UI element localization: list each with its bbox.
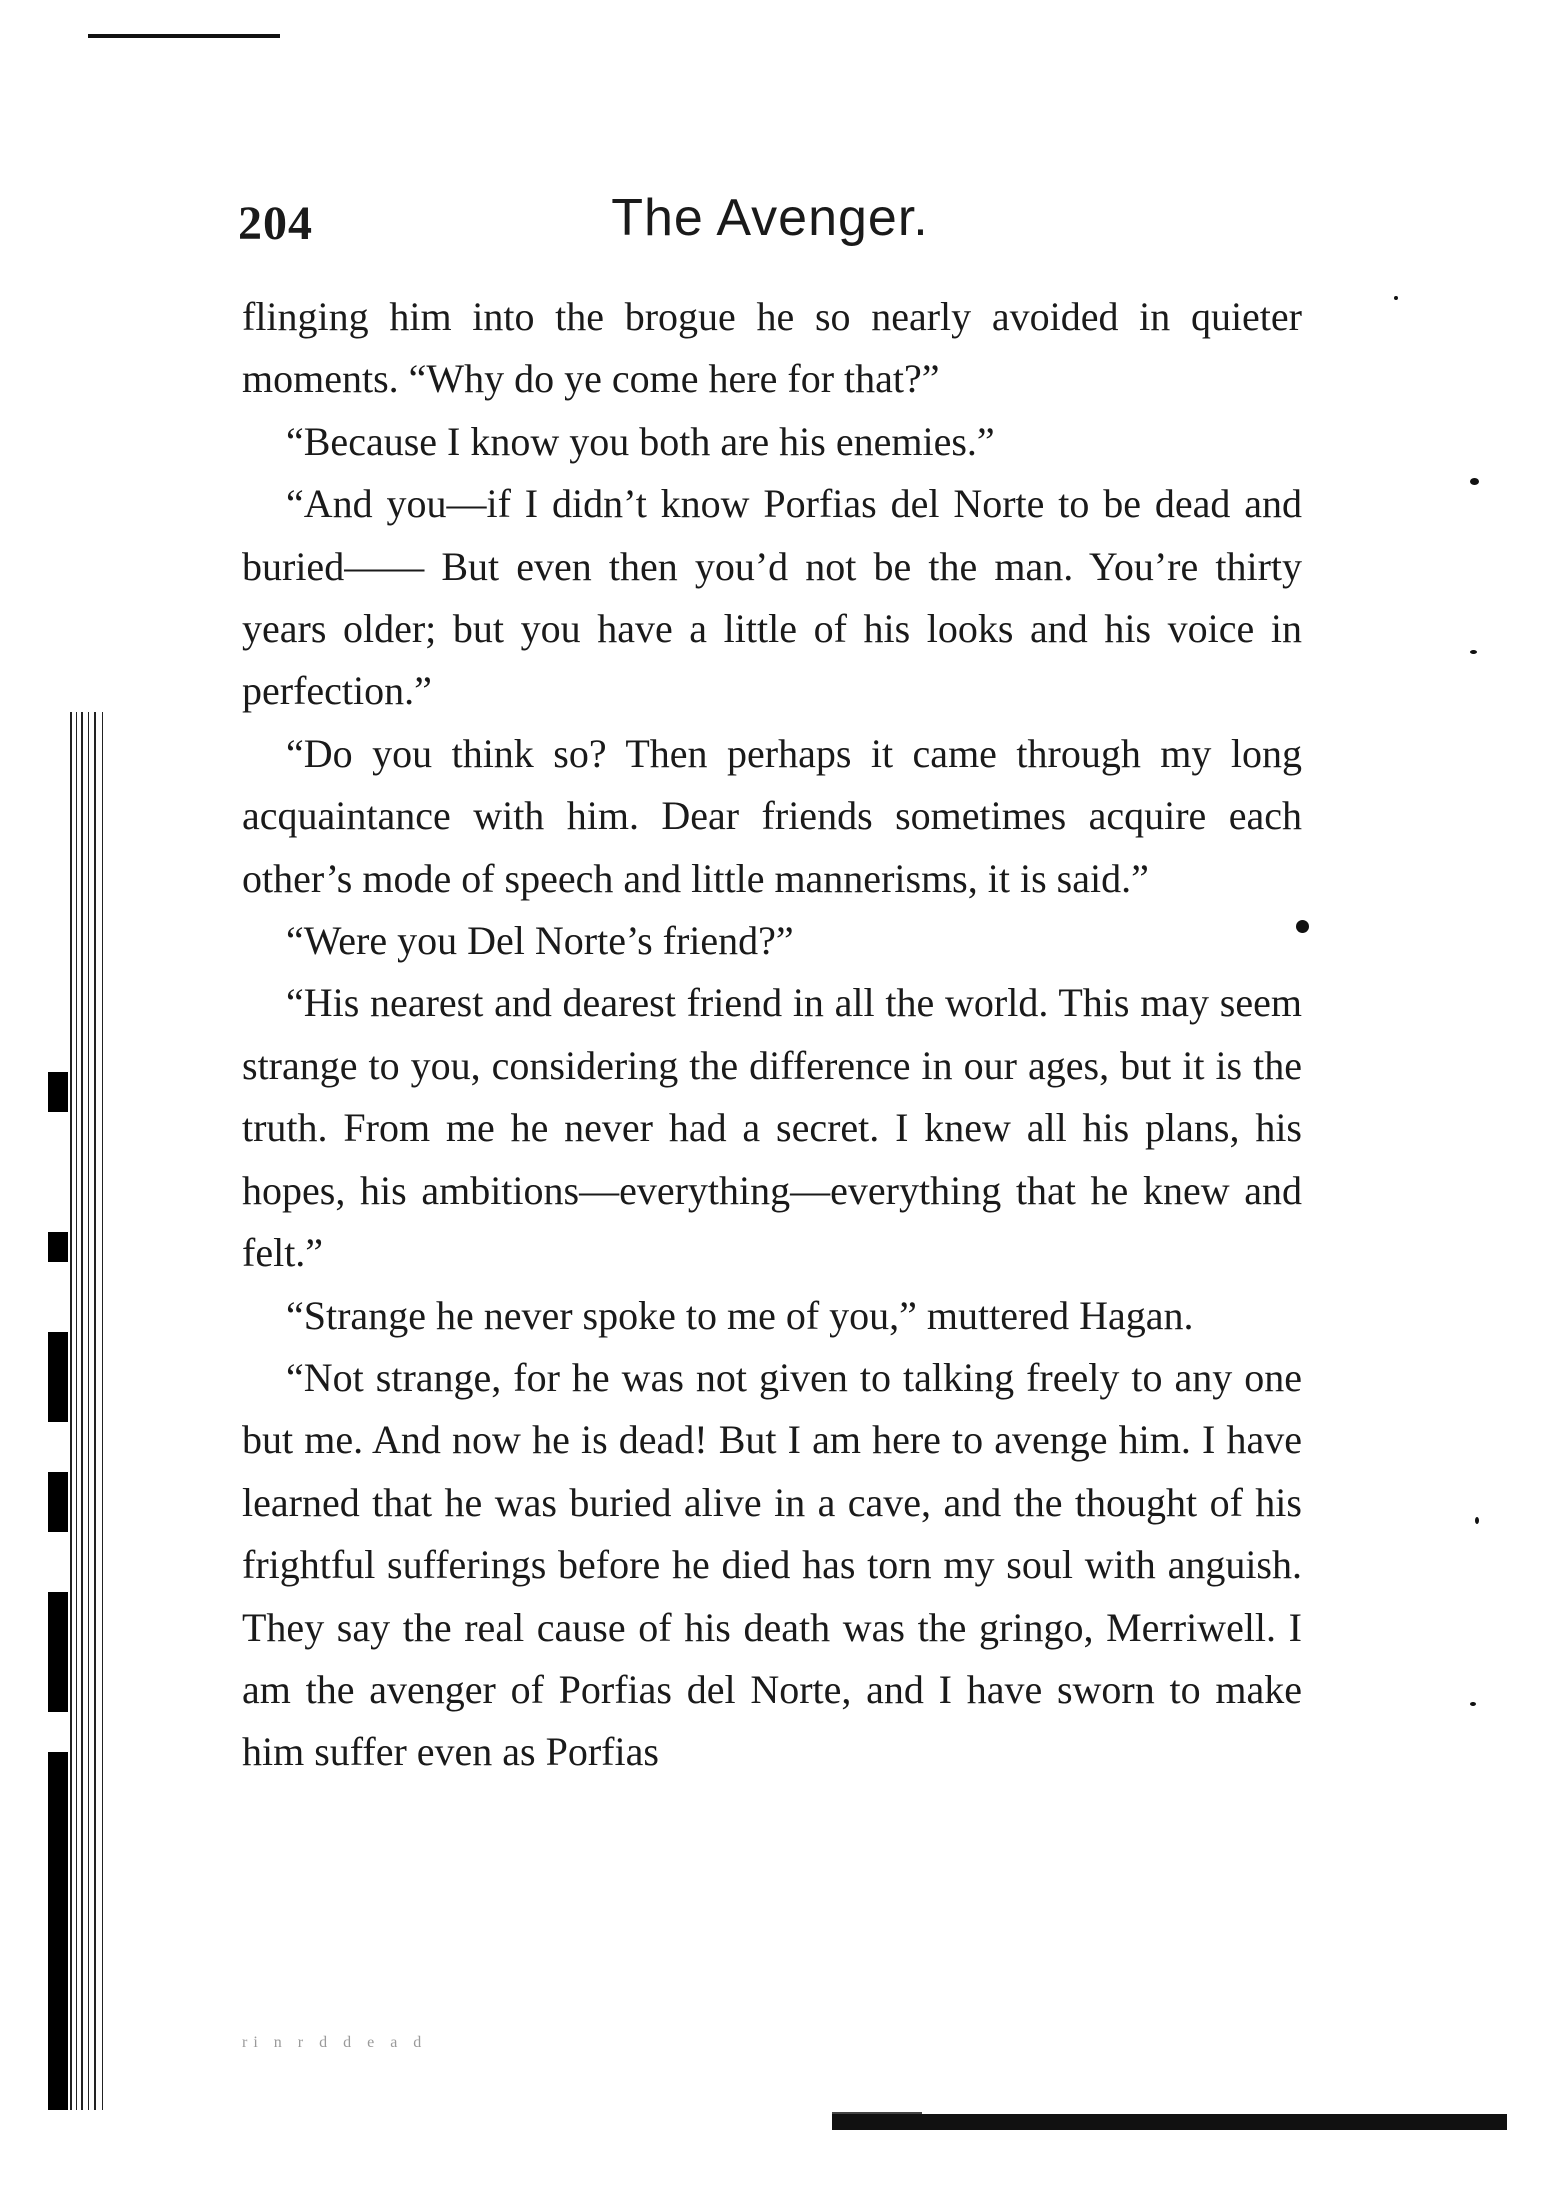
bleed-through-text: ri n r d d e a d — [242, 2034, 428, 2051]
ink-speck — [1470, 1702, 1476, 1706]
paragraph: “Not strange, for he was not given to talking freely to any one but me. And now he is dead! But I am here to avenge him. I have learned that he was buried alive in a cave, and the thought of his frightful sufferings before he died has torn my soul with anguish. They say the real cause of his death was the gringo, Merriwell. I am the avenger of Porfias del Norte, and I have sworn to make him suffer even as Porfias — [242, 1354, 1302, 1775]
paragraph: “His nearest and dearest friend in all the world. This may seem strange to you, considering the difference in our ages, but it is the truth. From me he never had a secret. I knew all his plans, his hopes, his ambitions—everything—everything that he knew and felt.” — [242, 980, 1302, 1276]
running-title: The Avenger. — [611, 189, 929, 247]
paragraph: “Strange he never spoke to me of you,” muttered Hagan. — [286, 1292, 1194, 1338]
ink-speck — [1470, 478, 1479, 485]
ink-speck — [1296, 920, 1309, 933]
ink-speck — [1394, 296, 1398, 300]
book-spine-edge — [48, 712, 108, 2110]
page-number: 204 — [238, 197, 313, 250]
paragraph: flinging him into the brogue he so nearly avoided in quieter moments. “Why do ye come here for that?” — [242, 294, 1302, 402]
page-header — [238, 188, 1302, 258]
body-text — [242, 286, 1302, 1784]
paragraph: “Were you Del Norte’s friend?” — [286, 918, 794, 964]
top-rule — [88, 34, 280, 38]
paragraph: “Do you think so? Then perhaps it came through my long acquaintance with him. Dear friends sometimes acquire each other’s mode of speech and little mannerisms, it is said.” — [242, 730, 1302, 901]
paragraph: “Because I know you both are his enemies.” — [286, 418, 995, 464]
bottom-rule — [832, 2104, 1507, 2130]
paragraph: “And you—if I didn’t know Porfias del Norte to be dead and buried—— But even then you’d not be the man. You’re thirty years older; but you have a little of his looks and his voice in perfection.” — [242, 481, 1302, 714]
ink-speck — [1475, 1517, 1479, 1524]
ink-speck — [1470, 650, 1477, 654]
